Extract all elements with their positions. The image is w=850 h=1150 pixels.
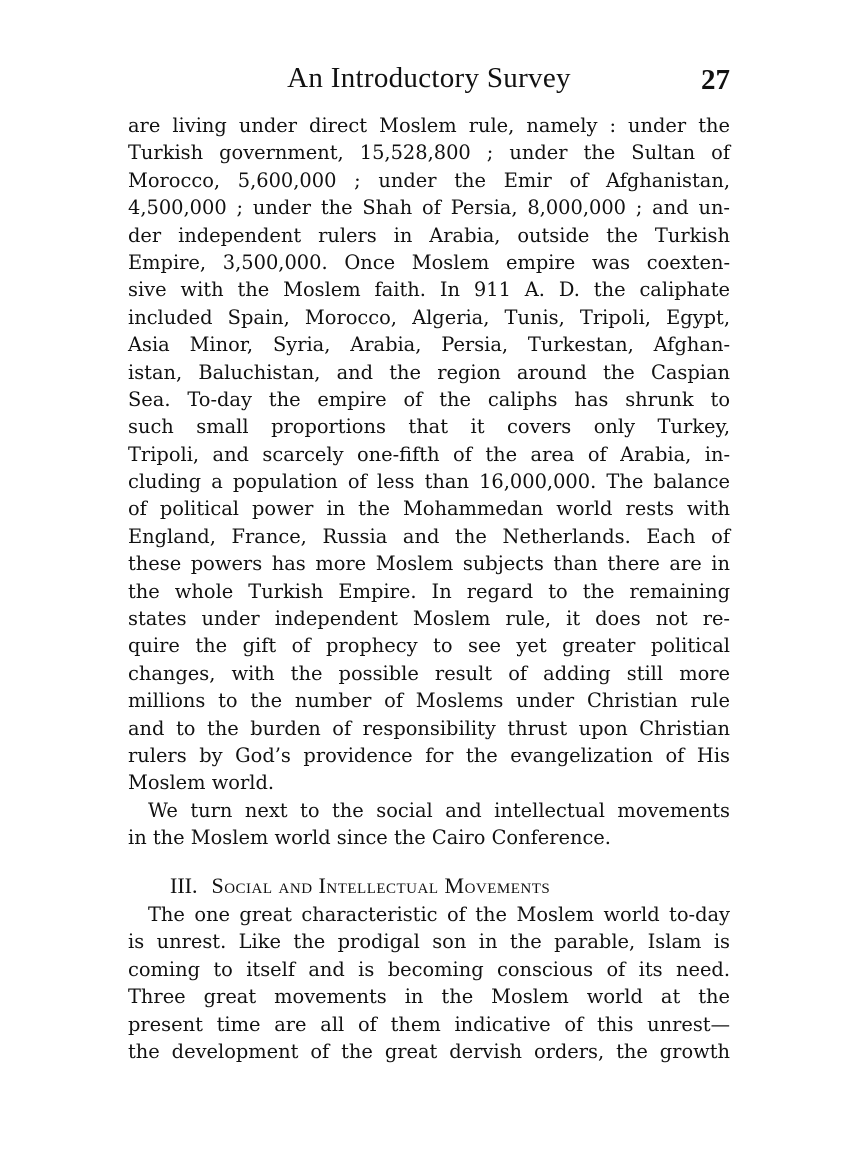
text-line: cluding a population of less than 16,000,000. The balance	[128, 470, 730, 494]
text-line: England, France, Russia and the Netherlands. Each of	[128, 524, 730, 548]
page-number: 27	[701, 64, 730, 96]
paragraph-moslem-rule	[128, 112, 730, 797]
text-line: Morocco, 5,600,000 ; under the Emir of Afghanistan,	[128, 168, 730, 192]
running-header	[128, 58, 730, 102]
text-line: The one great characteristic of the Moslem world to-day	[148, 902, 730, 926]
text-line: We turn next to the social and intellectual movements	[148, 798, 730, 822]
text-line: the development of the great dervish orders, the growth	[128, 1039, 730, 1063]
text-line: quire the gift of prophecy to see yet greater political	[128, 634, 730, 658]
text-line: in the Moslem world since the Cairo Conference.	[128, 826, 611, 850]
text-line: these powers has more Moslem subjects than there are in	[128, 552, 730, 576]
text-line: Moslem world.	[128, 771, 275, 795]
text-line: included Spain, Morocco, Algeria, Tunis, Tripoli, Egypt,	[128, 305, 730, 329]
section-heading	[128, 872, 730, 899]
text-line: is unrest. Like the prodigal son in the parable, Islam is	[128, 930, 730, 954]
text-line: Three great movements in the Moslem world at the	[128, 985, 730, 1009]
text-line: sive with the Moslem faith. In 911 A. D. the caliphate	[128, 278, 730, 302]
running-title: An Introductory Survey	[287, 62, 571, 94]
text-line: coming to itself and is becoming conscious of its need.	[128, 957, 730, 981]
section-title: Social and Intellectual Movements	[211, 872, 551, 898]
text-line: rulers by God’s providence for the evangelization of His	[128, 743, 730, 767]
paragraph-transition	[128, 797, 730, 852]
text-line: millions to the number of Moslems under Christian rule	[128, 689, 730, 713]
text-line: states under independent Moslem rule, it does not re-	[128, 607, 730, 631]
paragraph-unrest	[128, 901, 730, 1065]
text-line: Tripoli, and scarcely one-fifth of the area of Arabia, in-	[128, 442, 730, 466]
text-line: 4,500,000 ; under the Shah of Persia, 8,000,000 ; and un-	[128, 196, 730, 220]
text-line: such small proportions that it covers only Turkey,	[128, 415, 730, 439]
text-line: are living under direct Moslem rule, namely : under the	[128, 114, 730, 137]
text-line: der independent rulers in Arabia, outside the Turkish	[128, 223, 730, 247]
text-line: Empire, 3,500,000. Once Moslem empire was coexten-	[128, 250, 730, 274]
body-text	[128, 112, 730, 1065]
text-line: Asia Minor, Syria, Arabia, Persia, Turkestan, Afghan-	[128, 333, 730, 357]
text-line: and to the burden of responsibility thrust upon Christian	[128, 716, 730, 740]
text-line: Turkish government, 15,528,800 ; under the Sultan of	[128, 141, 730, 165]
text-line: changes, with the possible result of adding still more	[128, 661, 730, 685]
text-line: present time are all of them indicative of this unrest—	[128, 1012, 730, 1036]
text-line: the whole Turkish Empire. In regard to the remaining	[128, 579, 730, 603]
text-line: of political power in the Mohammedan world rests with	[128, 497, 730, 521]
text-line: istan, Baluchistan, and the region around the Caspian	[128, 360, 730, 384]
section-numeral: III.	[170, 872, 198, 898]
text-line: Sea. To-day the empire of the caliphs has shrunk to	[128, 387, 730, 411]
